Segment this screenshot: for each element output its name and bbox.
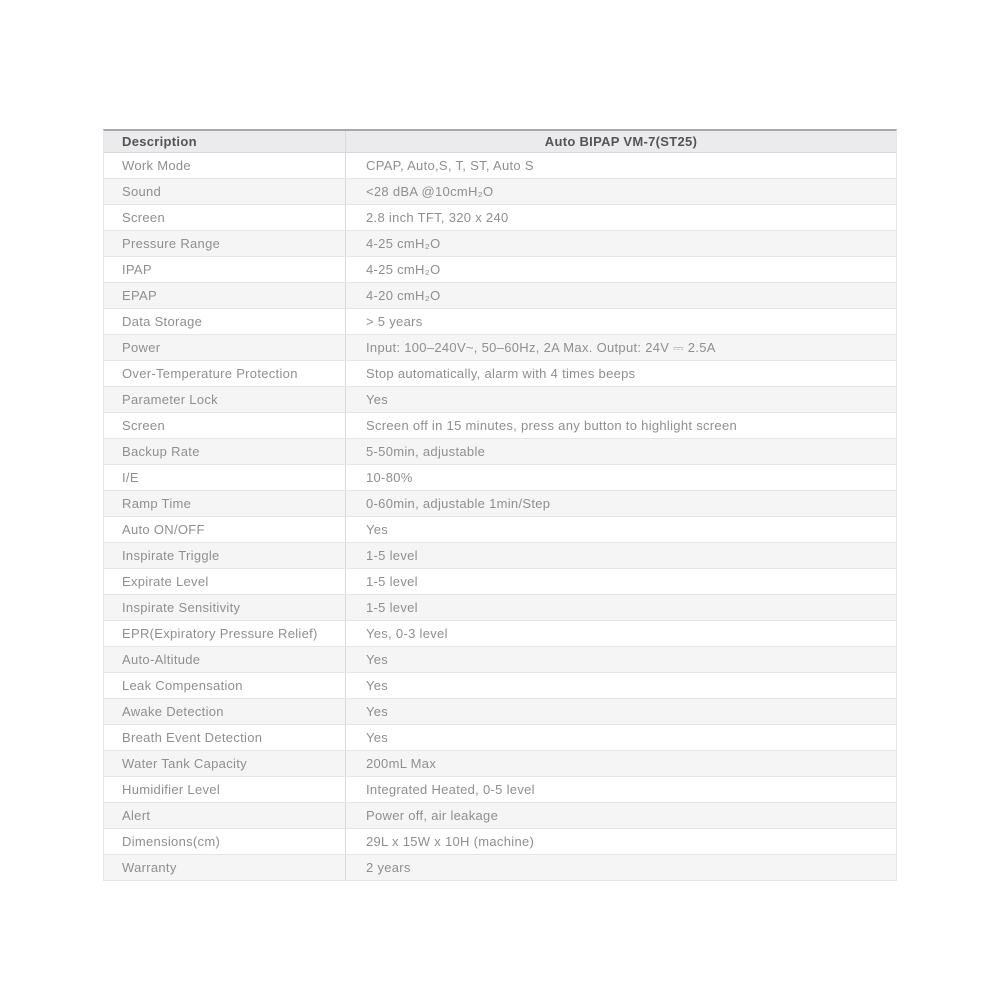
table-row [104, 179, 896, 205]
table-row [104, 283, 896, 309]
table-row [104, 673, 896, 699]
row-value: Yes [345, 673, 896, 698]
row-label: Inspirate Sensitivity [122, 600, 241, 615]
table-row [104, 751, 896, 777]
row-label: Work Mode [122, 158, 191, 173]
row-value: Yes [345, 725, 896, 750]
row-label: Leak Compensation [122, 678, 243, 693]
row-label: Inspirate Triggle [122, 548, 220, 563]
row-label: Auto ON/OFF [122, 522, 205, 537]
row-label: Awake Detection [122, 704, 224, 719]
row-value: > 5 years [345, 309, 896, 334]
table-row [104, 439, 896, 465]
row-label: Screen [122, 210, 165, 225]
table-row [104, 855, 896, 881]
row-label: IPAP [122, 262, 152, 277]
row-value: 5-50min, adjustable [345, 439, 896, 464]
row-value: 1-5 level [345, 569, 896, 594]
header-description-cell: Description [122, 134, 197, 149]
table-header-row [104, 131, 896, 153]
row-value: Integrated Heated, 0-5 level [345, 777, 896, 802]
row-value: Screen off in 15 minutes, press any button to highlight screen [345, 413, 896, 438]
row-value: Input: 100–240V~, 50–60Hz, 2A Max. Output: 24V ⎓ 2.5A [345, 335, 896, 360]
row-value: 0-60min, adjustable 1min/Step [345, 491, 896, 516]
row-value: 29L x 15W x 10H (machine) [345, 829, 896, 854]
row-label: Auto-Altitude [122, 652, 201, 667]
row-label: Dimensions(cm) [122, 834, 221, 849]
table-row [104, 465, 896, 491]
table-row [104, 595, 896, 621]
row-label: Power [122, 340, 161, 355]
spec-table [103, 129, 897, 881]
row-label: Backup Rate [122, 444, 200, 459]
row-value: 4-25 cmH₂O [345, 257, 896, 282]
table-row [104, 231, 896, 257]
row-value: Yes [345, 517, 896, 542]
row-value: 1-5 level [345, 543, 896, 568]
row-value: 4-20 cmH₂O [345, 283, 896, 308]
table-row [104, 257, 896, 283]
row-value: Power off, air leakage [345, 803, 896, 828]
table-row [104, 621, 896, 647]
row-label: Parameter Lock [122, 392, 218, 407]
row-value: CPAP, Auto,S, T, ST, Auto S [345, 153, 896, 178]
row-label: Warranty [122, 860, 177, 875]
table-row [104, 361, 896, 387]
row-label: EPAP [122, 288, 157, 303]
row-label: Breath Event Detection [122, 730, 263, 745]
table-body [104, 153, 896, 881]
row-value: <28 dBA @10cmH₂O [345, 179, 896, 204]
row-label: I/E [122, 470, 139, 485]
row-value: 4-25 cmH₂O [345, 231, 896, 256]
table-row [104, 725, 896, 751]
table-row [104, 829, 896, 855]
table-row [104, 335, 896, 361]
row-label: Humidifier Level [122, 782, 221, 797]
table-row [104, 517, 896, 543]
row-label: Over-Temperature Protection [122, 366, 298, 381]
row-value: Yes [345, 699, 896, 724]
row-label: Expirate Level [122, 574, 209, 589]
table-row [104, 491, 896, 517]
table-row [104, 569, 896, 595]
table-row [104, 309, 896, 335]
table-row [104, 647, 896, 673]
row-value: 1-5 level [345, 595, 896, 620]
table-row [104, 699, 896, 725]
row-value: 2.8 inch TFT, 320 x 240 [345, 205, 896, 230]
row-value: Yes, 0-3 level [345, 621, 896, 646]
row-label: Sound [122, 184, 162, 199]
row-value: Yes [345, 647, 896, 672]
table-row [104, 543, 896, 569]
row-label: Ramp Time [122, 496, 192, 511]
row-label: Screen [122, 418, 165, 433]
row-label: Alert [122, 808, 151, 823]
table-row [104, 777, 896, 803]
table-row [104, 413, 896, 439]
table-row [104, 387, 896, 413]
table-row [104, 803, 896, 829]
row-label: EPR(Expiratory Pressure Relief) [122, 626, 318, 641]
table-row [104, 205, 896, 231]
row-value: Yes [345, 387, 896, 412]
row-label: Pressure Range [122, 236, 221, 251]
row-value: 200mL Max [345, 751, 896, 776]
row-value: 2 years [345, 855, 896, 880]
row-value: Stop automatically, alarm with 4 times beeps [345, 361, 896, 386]
table-row [104, 153, 896, 179]
row-label: Data Storage [122, 314, 203, 329]
header-product-cell: Auto BIPAP VM-7(ST25) [345, 131, 896, 152]
row-label: Water Tank Capacity [122, 756, 247, 771]
row-value: 10-80% [345, 465, 896, 490]
